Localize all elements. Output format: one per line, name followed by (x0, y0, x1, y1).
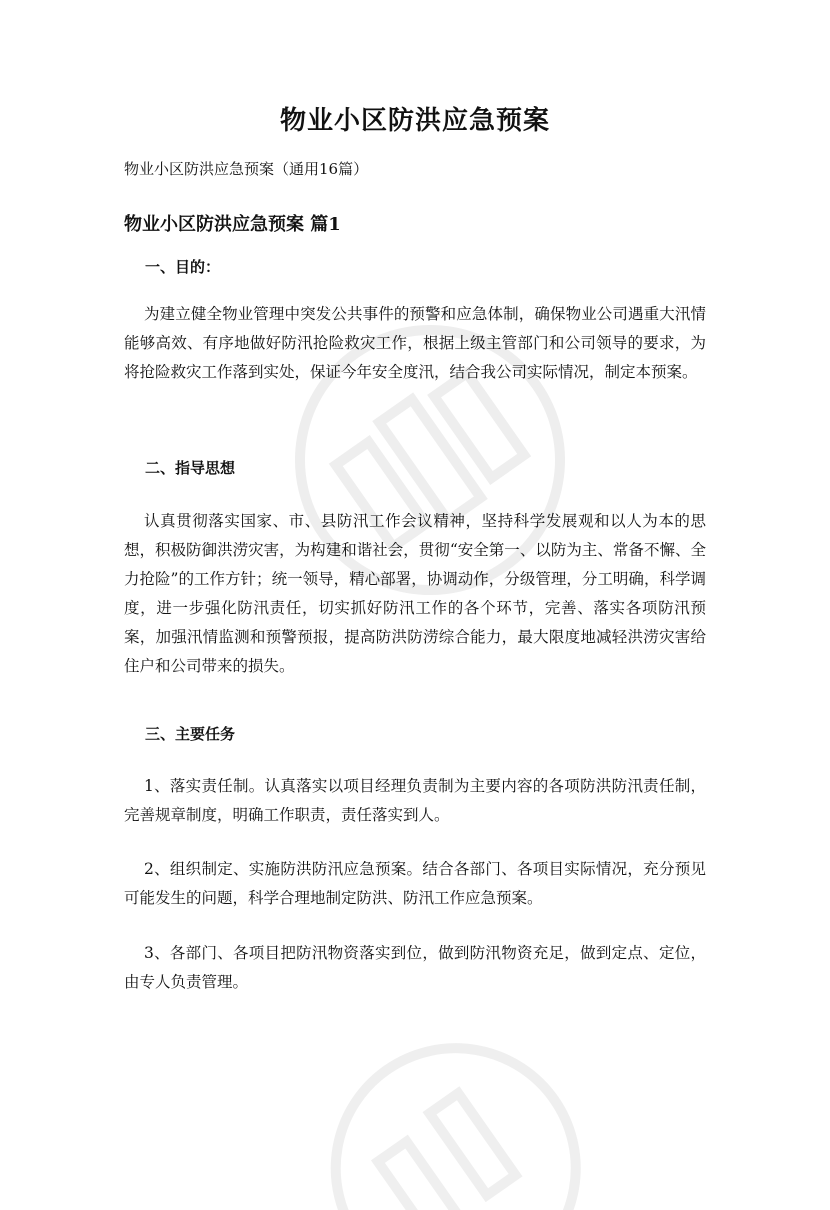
section-heading-guiding-ideology: 二、指导思想 (145, 459, 236, 477)
paragraph-task-3: 3、各部门、各项目把防汛物资落实到位，做到防汛物资充足，做到定点、定位，由专人负责管理。 (124, 944, 706, 991)
paragraph-task-2: 2、组织制定、实施防洪防汛应急预案。结合各部门、各项目实际情况，充分预见可能发生的问题，科学合理地制定防洪、防汛工作应急预案。 (124, 860, 706, 907)
paragraph-task-1: 1、落实责任制。认真落实以项目经理负责制为主要内容的各项防洪防汛责任制，完善规章制度，明确工作职责，责任落实到人。 (124, 777, 706, 824)
section-heading-main-tasks: 三、主要任务 (145, 725, 236, 743)
watermark-seal-bottom-icon (300, 1010, 600, 1210)
paragraph-guiding-ideology: 认真贯彻落实国家、市、县防汛工作会议精神，坚持科学发展观和以人为本的思想，积极防御洪涝灾害，为构建和谐社会，贯彻“安全第一、以防为主、常备不懈、全力抢险”的工作方针；统一领导，精心部署，协调动作，分级管理，分工明确，科学调度，进一步强化防汛责任，切实抓好防汛工作的各个环节，完善、落实各项防汛预案，加强汛情监测和预警预报，提高防洪防涝综合能力，最大限度地减轻洪涝灾害给住户和公司带来的损失。 (124, 512, 706, 675)
section-heading-purpose: 一、目的： (145, 258, 221, 276)
article-heading: 物业小区防洪应急预案 篇1 (124, 214, 341, 235)
document-subtitle: 物业小区防洪应急预案（通用16篇） (124, 160, 369, 178)
paragraph-purpose: 为建立健全物业管理中突发公共事件的预警和应急体制，确保物业公司遇重大汛情能够高效、有序地做好防汛抢险救灾工作，根据上级主管部门和公司领导的要求，为将抢险救灾工作落到实处，保证今年安全度汛，结合我公司实际情况，制定本预案。 (124, 305, 706, 381)
document-title: 物业小区防洪应急预案 (279, 106, 550, 136)
